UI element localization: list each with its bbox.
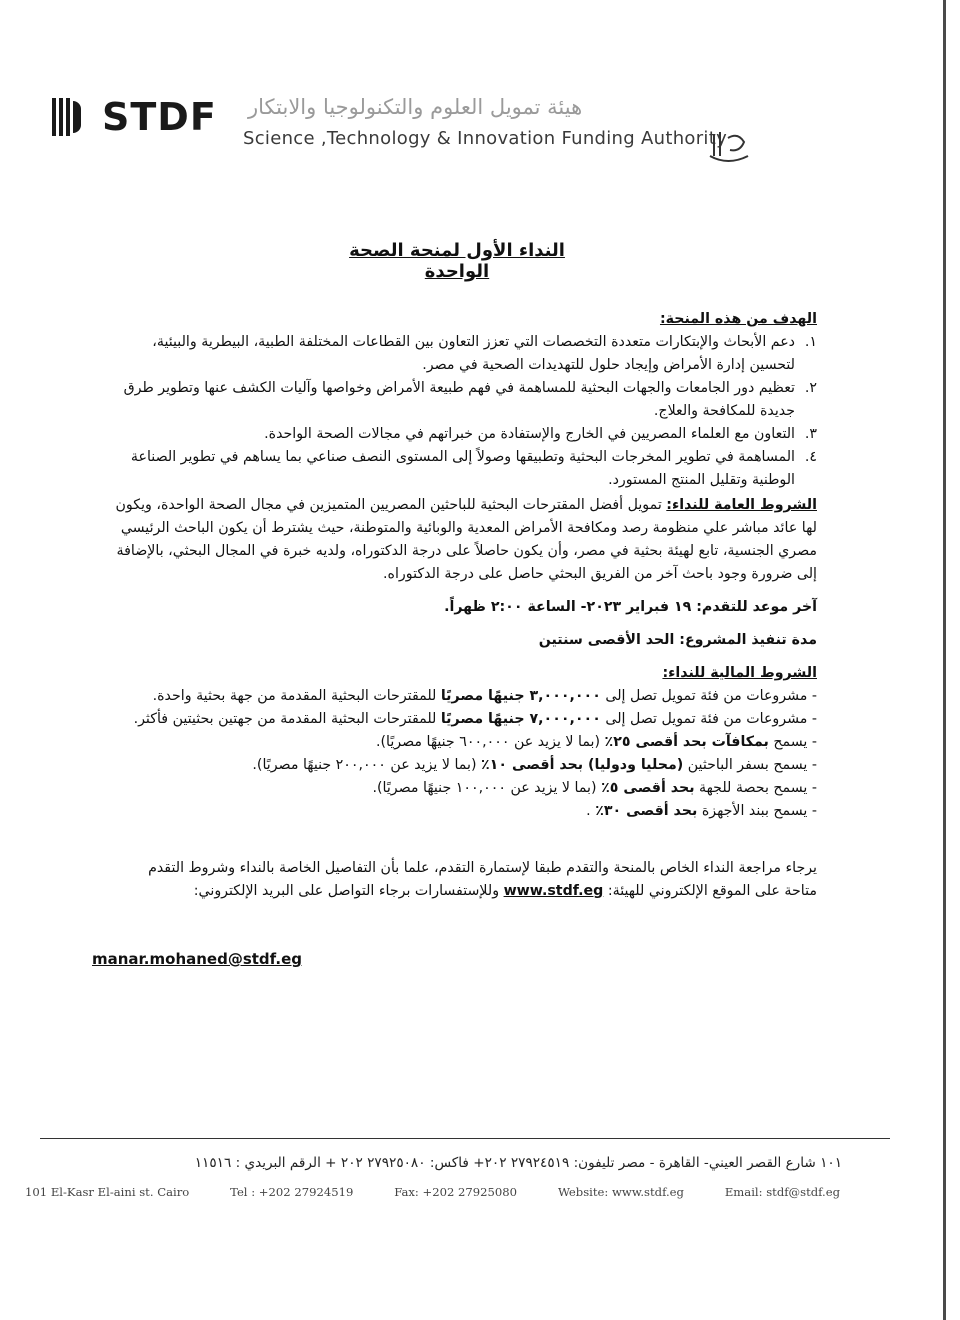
general-conditions [107, 494, 817, 586]
financial-item-bold: (محليا ودوليا) بحد أقصى ١٠٪ [481, 757, 684, 773]
financial-item-bold: بمكافآت بحد أقصى ٢٥٪ [604, 734, 769, 750]
objective-text: تعظيم دور الجامعات والجهات البحثية للمساهمة في فهم طبيعة الأمراض وخواصها وآليات الكشف عنها وتطوير طرق جديدة للمكافحة والعلاج. [123, 380, 795, 419]
scan-edge [943, 0, 946, 1320]
financial-item-bold: بحد أقصى ٥٪ [601, 780, 695, 796]
objective-number: ٣. [804, 426, 817, 442]
financial-item [107, 708, 817, 731]
objective-number: ١. [804, 334, 817, 350]
objective-text: التعاون مع العلماء المصريين في الخارج والإستفادة من خبراتهم في مجالات الصحة الواحدة. [264, 426, 795, 442]
financial-item-pre: - يسمح ببند الأجهزة [697, 803, 817, 819]
objective-number: ٤. [804, 449, 817, 465]
financial-item-pre: - مشروعات من فئة تمويل تصل إلى [600, 688, 817, 704]
financial-item-pre: - يسمح بحصة للجهة [694, 780, 817, 796]
financial-item-post: (بما لا يزيد عن ١٠٠,٠٠٠ جنيهًا مصريًا). [372, 780, 602, 796]
general-conditions-text: تمويل أفضل المقترحات البحثية للباحثين المصريين المتميزين في مجال الصحة الواحدة، ويكون لها عائد مباشر علي منظومة رصد ومكافحة الأمراض المعدية والوبائية والمتوطنة، حيث يشترط أن يكون الباحث الرئيسي مصري الجنسية، تابع لهيئة بحثية في مصر، وأن يكون حاصلاً على درجة الدكتوراه، ولديه خبرة في المجال البحثي، بالإضافة إلى ضرورة وجود باحث آخر من الفريق البحثي حاصل على درجة الدكتوراه. [115, 497, 817, 582]
org-name-english: Science ,Technology & Innovation Funding Authority [243, 128, 728, 149]
financial-item-bold: ٧,٠٠٠,٠٠٠ جنيهًا مصريًا [440, 711, 601, 727]
objectives-heading: الهدف من هذه المنحة: [659, 311, 817, 327]
financial-item-pre: - مشروعات من فئة تمويل تصل إلى [600, 711, 817, 727]
closing-line-1: يرجاء مراجعة النداء الخاص بالمنحة والتقدم طبقا لإستمارة التقدم، علما بأن التفاصيل الخاصة بالنداء وشروط التقدم [148, 860, 817, 876]
footer-tel: Tel : +202 27924519 [230, 1185, 354, 1199]
financial-item [107, 731, 817, 754]
financial-item-post: للمقترحات البحثية المقدمة من جهة بحثية واحدة. [152, 688, 441, 704]
deadline: آخر موعد للتقدم: ١٩ فبراير ٢٠٢٣- الساعة ٢:٠٠ ظهراً. [444, 599, 817, 615]
general-conditions-label: الشروط العامة للنداء: [666, 497, 817, 513]
footer-fax: Fax: +202 27925080 [394, 1185, 518, 1199]
footer-address: 101 El-Kasr El-aini st. Cairo [25, 1185, 190, 1199]
financial-item-bold: ٣,٠٠٠,٠٠٠ جنيهًا مصريًا [440, 688, 601, 704]
document-body [107, 308, 817, 903]
objective-item [107, 446, 817, 492]
document-title: النداء الأول لمنحة الصحة الواحدة [349, 240, 565, 282]
financial-item-pre: - يسمح بسفر الباحثين [683, 757, 817, 773]
footer-divider [40, 1138, 890, 1139]
objective-item [107, 423, 817, 446]
footer-email[interactable]: Email: stdf@stdf.eg [724, 1185, 840, 1199]
objective-text: دعم الأبحاث والإبتكارات متعددة التخصصات التي تعزز التعاون بين القطاعات المختلفة الطبية، البيطرية والبيئية، لتحسين إدارة الأمراض وإيجاد حلول للتهديدات الصحية في مصر. [152, 334, 795, 373]
objective-text: المساهمة في تطوير المخرجات البحثية وتطبيقها وصولاً إلى المستوى النصف صناعي بما يساهم في تطوير الصناعة الوطنية وتقليل المنتج المستورد. [130, 449, 795, 488]
financial-item-bold: بحد أقصى ٣٠٪ [595, 803, 698, 819]
financial-item-pre: - يسمح [768, 734, 817, 750]
financial-item [107, 800, 817, 823]
financial-item-post: للمقترحات البحثية المقدمة من جهتين بحثيتين فأكثر. [133, 711, 441, 727]
footer-website[interactable]: Website: www.stdf.eg [557, 1185, 684, 1199]
objectives-list [107, 331, 817, 492]
objective-number: ٢. [804, 380, 817, 396]
objective-item [107, 377, 817, 423]
email-link[interactable]: manar.mohaned@stdf.eg [92, 950, 302, 968]
footer-contact-english [25, 1185, 840, 1199]
financial-item-post: . [586, 803, 596, 819]
financial-item [107, 754, 817, 777]
objective-item [107, 331, 817, 377]
stdf-logo-icon [52, 96, 94, 138]
footer-address-arabic: ١٠١ شارع القصر العيني- القاهرة - مصر تليفون: ٢٧٩٢٤٥١٩ ٢٠٢+ فاكس: ٢٧٩٢٥٠٨٠ ٢٠٢ + الرقم البريدي : ١١٥١٦ [194, 1155, 842, 1171]
financial-heading: الشروط المالية للنداء: [662, 665, 817, 681]
stdf-logo [52, 95, 217, 139]
financial-item [107, 685, 817, 708]
financial-item-post: (بما لا يزيد عن ٢٠٠,٠٠٠ جنيهًا مصريًا). [252, 757, 481, 773]
closing-line-2: متاحة على الموقع الإلكتروني للهيئة: www.stdf.eg وللإستفسارات برجاء التواصل على البريد الإلكتروني: [193, 883, 817, 899]
financial-item-post: (بما لا يزيد عن ٦٠٠,٠٠٠ جنيهًا مصريًا). [375, 734, 605, 750]
logo-text: STDF [102, 95, 217, 139]
org-name-arabic: هيئة تمويل العلوم والتكنولوجيا والابتكار [248, 95, 583, 119]
financial-item [107, 777, 817, 800]
financial-list [107, 685, 817, 823]
website-link[interactable]: www.stdf.eg [503, 883, 604, 899]
emblem-icon [706, 126, 752, 170]
duration: مدة تنفيذ المشروع: الحد الأقصى سنتين [538, 632, 817, 648]
